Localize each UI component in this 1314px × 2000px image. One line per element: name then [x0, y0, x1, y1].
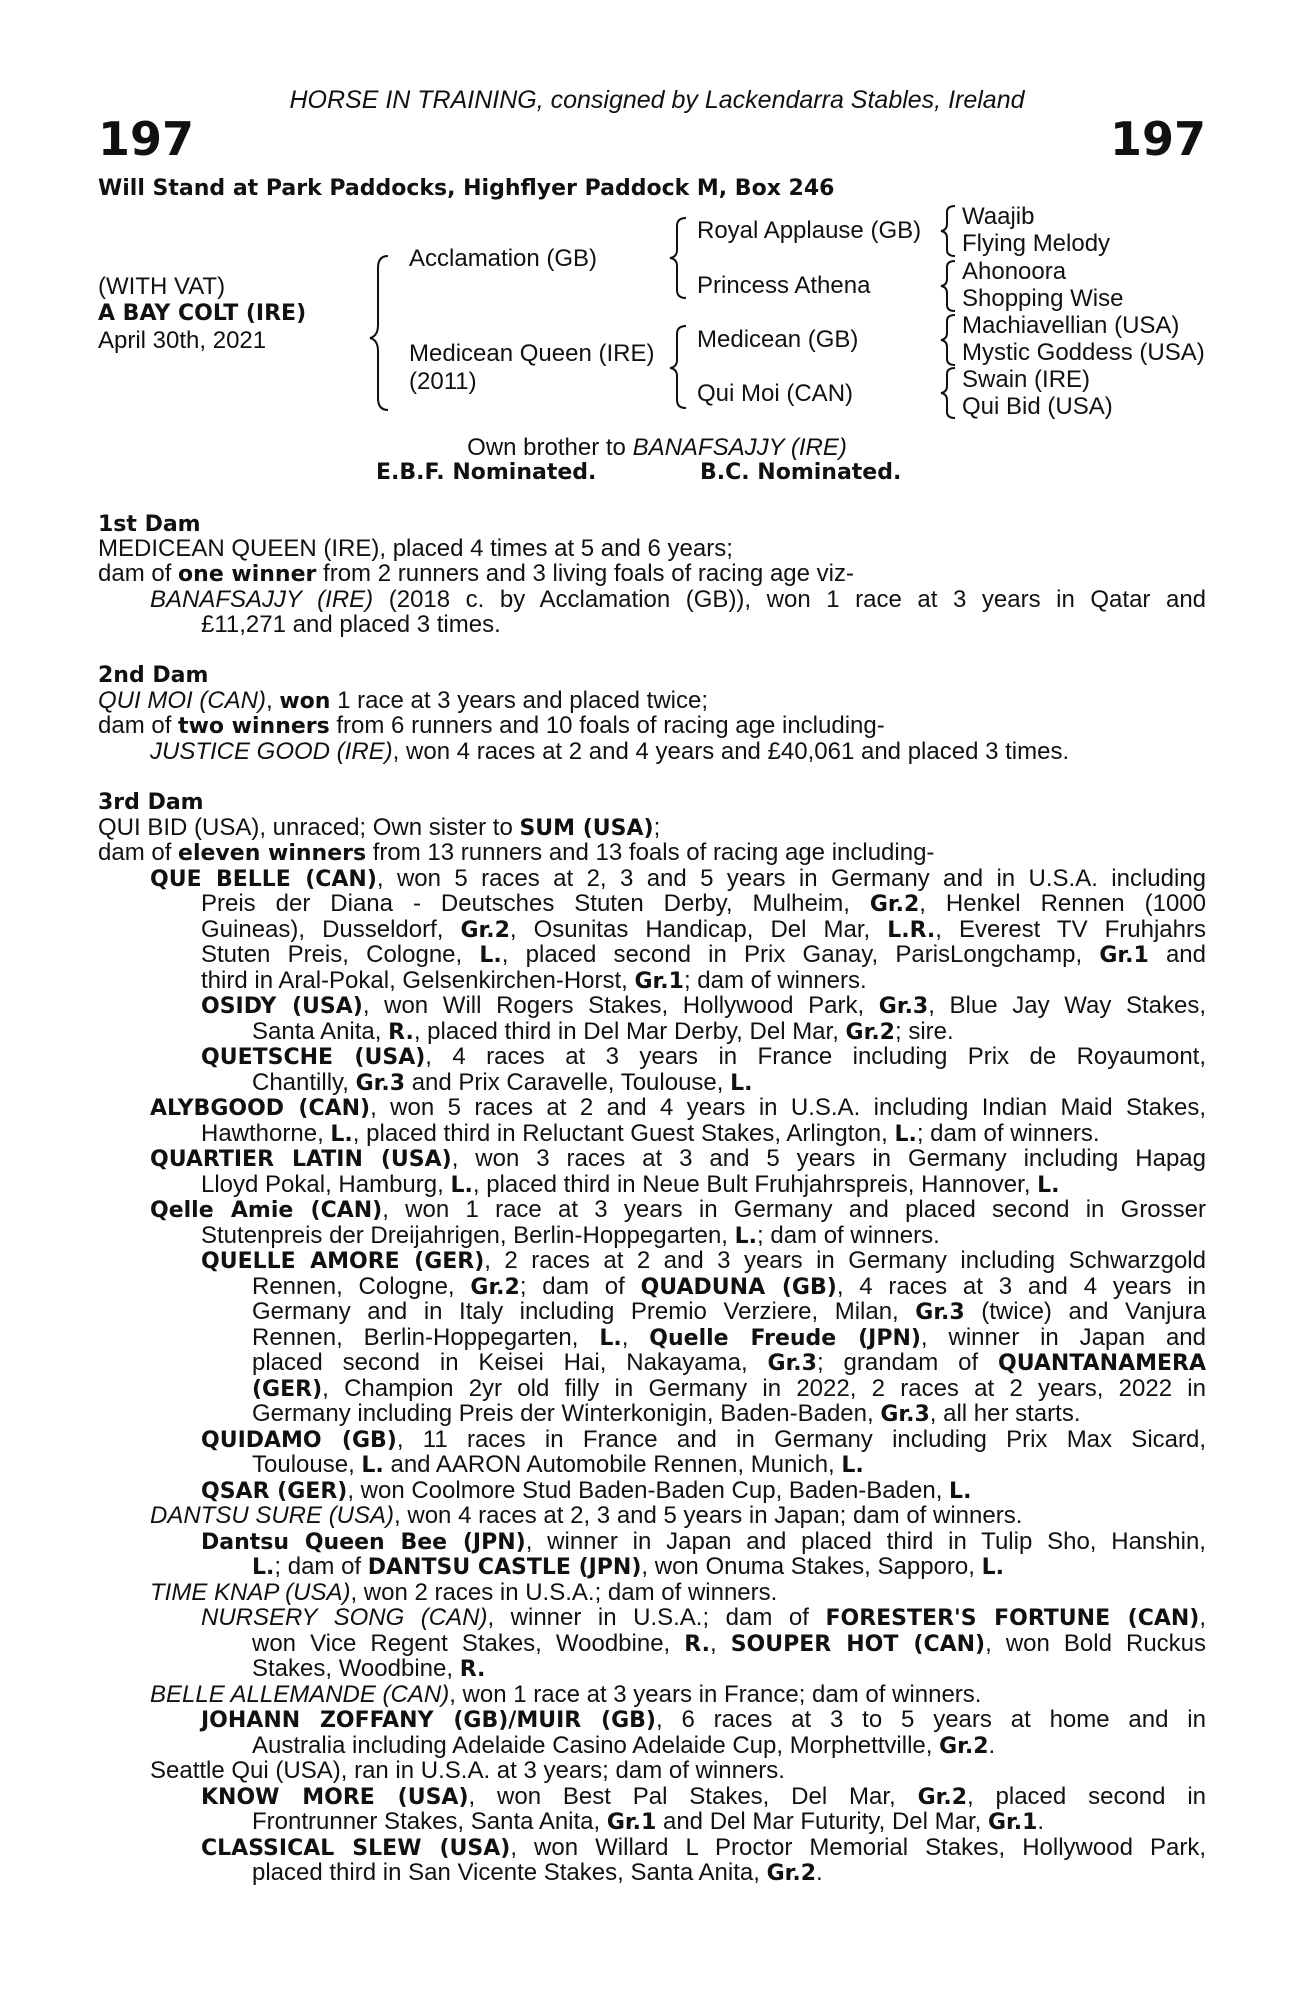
third-dam-line: DANTSU SURE (USA), won 4 races at 2, 3 and 5 years in Japan; dam of winners. — [150, 1502, 1023, 1529]
lot-number-left: 197 — [98, 112, 195, 166]
third-dam-line: TIME KNAP (USA), won 2 races in U.S.A.; dam of winners. — [150, 1579, 778, 1606]
second-dam-line: QUI MOI (CAN), won 1 race at 3 years and placed twice; — [98, 687, 708, 714]
second-dam-heading: 2nd Dam — [98, 663, 209, 688]
third-dam-line: QSAR (GER), won Coolmore Stud Baden-Baden Cup, Baden-Baden, L. — [201, 1477, 972, 1504]
ebf-nominated: E.B.F. Nominated. — [376, 460, 597, 485]
first-dam-line: dam of one winner from 2 runners and 3 living foals of racing age viz- — [98, 560, 854, 587]
pedigree-dam-year: (2011) — [409, 368, 477, 395]
pedigree-ssd: Flying Melody — [962, 230, 1111, 257]
pedigree-dss: Machiavellian (USA) — [962, 312, 1180, 339]
lot-number-right: 197 — [1109, 112, 1206, 166]
pedigree-sdd: Shopping Wise — [962, 285, 1124, 312]
third-dam-line: dam of eleven winners from 13 runners and 13 foals of racing age including- — [98, 839, 935, 866]
third-dam-line: NURSERY SONG (CAN), winner in U.S.A.; dam of FORESTER'S FORTUNE (CAN), — [201, 1604, 1207, 1631]
third-dam-line: Australia including Adelaide Casino Adelaide Cup, Morphettville, Gr.2. — [252, 1732, 996, 1759]
pedigree-sss: Waajib — [962, 203, 1035, 230]
third-dam-line: QUETSCHE (USA), 4 races at 3 years in France including Prix de Royaumont, — [201, 1043, 1206, 1070]
third-dam-line: placed second in Keisei Hai, Nakayama, Gr.3; grandam of QUANTANAMERA — [252, 1349, 1206, 1376]
pedigree-ddd: Qui Bid (USA) — [962, 393, 1113, 420]
pedigree-sire-sire: Royal Applause (GB) — [697, 217, 922, 244]
third-dam-line: OSIDY (USA), won Will Rogers Stakes, Hollywood Park, Gr.3, Blue Jay Way Stakes, — [201, 992, 1207, 1019]
third-dam-line: Dantsu Queen Bee (JPN), winner in Japan and placed third in Tulip Sho, Hanshin, — [201, 1528, 1206, 1555]
first-dam-line: £11,271 and placed 3 times. — [201, 611, 501, 638]
third-dam-line: Germany including Preis der Winterkonigin, Baden-Baden, Gr.3, all her starts. — [252, 1400, 1081, 1427]
third-dam-line: Preis der Diana - Deutsches Stuten Derby, Mulheim, Gr.2, Henkel Rennen (1000 — [201, 890, 1206, 917]
pedigree-dds: Swain (IRE) — [962, 366, 1091, 393]
third-dam-line: Chantilly, Gr.3 and Prix Caravelle, Toulouse, L. — [252, 1069, 753, 1096]
third-dam-line: QUI BID (USA), unraced; Own sister to SUM (USA); — [98, 814, 661, 841]
first-dam-heading: 1st Dam — [98, 512, 201, 537]
third-dam-line: Qelle Amie (CAN), won 1 race at 3 years in Germany and placed second in Grosser — [150, 1196, 1206, 1223]
consignment-line: HORSE IN TRAINING, consigned by Lackendarra Stables, Ireland — [289, 86, 1025, 114]
third-dam-line: placed third in San Vicente Stakes, Santa Anita, Gr.2. — [252, 1859, 823, 1886]
third-dam-line: Lloyd Pokal, Hamburg, L., placed third in Neue Bult Fruhjahrspreis, Hannover, L. — [201, 1171, 1060, 1198]
bc-nominated: B.C. Nominated. — [700, 460, 902, 485]
third-dam-line: Hawthorne, L., placed third in Reluctant Guest Stakes, Arlington, L.; dam of winners. — [201, 1120, 1100, 1147]
third-dam-line: L.; dam of DANTSU CASTLE (JPN), won Onuma Stakes, Sapporo, L. — [252, 1553, 1004, 1580]
third-dam-line: Rennen, Berlin-Hoppegarten, L., Quelle Freude (JPN), winner in Japan and — [252, 1324, 1206, 1351]
third-dam-line: QUIDAMO (GB), 11 races in France and in Germany including Prix Max Sicard, — [201, 1426, 1207, 1453]
second-dam-line: dam of two winners from 6 runners and 10 foals of racing age including- — [98, 712, 885, 739]
location-line: Will Stand at Park Paddocks, Highflyer Paddock M, Box 246 — [98, 176, 835, 201]
third-dam-line: Santa Anita, R., placed third in Del Mar Derby, Del Mar, Gr.2; sire. — [252, 1018, 954, 1045]
own-brother-note: Own brother to BANAFSAJJY (IRE) — [467, 434, 847, 461]
third-dam-line: Toulouse, L. and AARON Automobile Rennen, Munich, L. — [252, 1451, 864, 1478]
foaling-date: April 30th, 2021 — [98, 327, 267, 354]
third-dam-line: Seattle Qui (USA), ran in U.S.A. at 3 years; dam of winners. — [150, 1757, 785, 1784]
horse-name: A BAY COLT (IRE) — [98, 301, 307, 326]
third-dam-line: third in Aral-Pokal, Gelsenkirchen-Horst, Gr.1; dam of winners. — [201, 967, 867, 994]
pedigree-sire: Acclamation (GB) — [409, 245, 598, 272]
third-dam-line: Guineas), Dusseldorf, Gr.2, Osunitas Handicap, Del Mar, L.R., Everest TV Fruhjahrs — [201, 916, 1206, 943]
third-dam-line: ALYBGOOD (CAN), won 5 races at 2 and 4 years in U.S.A. including Indian Maid Stakes, — [150, 1094, 1206, 1121]
third-dam-line: won Vice Regent Stakes, Woodbine, R., SOUPER HOT (CAN), won Bold Ruckus — [252, 1630, 1207, 1657]
third-dam-line: QUELLE AMORE (GER), 2 races at 2 and 3 years in Germany including Schwarzgold — [201, 1247, 1206, 1274]
third-dam-line: Stuten Preis, Cologne, L., placed second in Prix Ganay, ParisLongchamp, Gr.1 and — [201, 941, 1206, 968]
third-dam-line: BELLE ALLEMANDE (CAN), won 1 race at 3 years in France; dam of winners. — [150, 1681, 982, 1708]
pedigree-sire-dam: Princess Athena — [697, 272, 871, 299]
first-dam-line: MEDICEAN QUEEN (IRE), placed 4 times at 5 and 6 years; — [98, 535, 733, 562]
third-dam-line: Frontrunner Stakes, Santa Anita, Gr.1 and Del Mar Futurity, Del Mar, Gr.1. — [252, 1808, 1045, 1835]
second-dam-line: JUSTICE GOOD (IRE), won 4 races at 2 and 4 years and £40,061 and placed 3 times. — [150, 738, 1070, 765]
third-dam-line: QUE BELLE (CAN), won 5 races at 2, 3 and 5 years in Germany and in U.S.A. including — [150, 865, 1207, 892]
third-dam-heading: 3rd Dam — [98, 790, 204, 815]
third-dam-line: Stutenpreis der Dreijahrigen, Berlin-Hoppegarten, L.; dam of winners. — [201, 1222, 940, 1249]
first-dam-line: BANAFSAJJY (IRE) (2018 c. by Acclamation (GB)), won 1 race at 3 years in Qatar and — [150, 586, 1207, 613]
pedigree-dam-sire: Medicean (GB) — [697, 326, 859, 353]
pedigree-sds: Ahonoora — [962, 258, 1067, 285]
third-dam-line: Germany and in Italy including Premio Verziere, Milan, Gr.3 (twice) and Vanjura — [252, 1298, 1207, 1325]
pedigree-dsd: Mystic Goddess (USA) — [962, 339, 1205, 366]
third-dam-line: Rennen, Cologne, Gr.2; dam of QUADUNA (GB), 4 races at 3 and 4 years in — [252, 1273, 1206, 1300]
pedigree-dam: Medicean Queen (IRE) — [409, 340, 655, 367]
third-dam-line: Stakes, Woodbine, R. — [252, 1655, 486, 1682]
pedigree-dam-dam: Qui Moi (CAN) — [697, 380, 854, 407]
third-dam-line: QUARTIER LATIN (USA), won 3 races at 3 and 5 years in Germany including Hapag — [150, 1145, 1206, 1172]
third-dam-line: KNOW MORE (USA), won Best Pal Stakes, Del Mar, Gr.2, placed second in — [201, 1783, 1207, 1810]
vat-label: (WITH VAT) — [98, 273, 226, 300]
third-dam-line: CLASSICAL SLEW (USA), won Willard L Proctor Memorial Stakes, Hollywood Park, — [201, 1834, 1206, 1861]
third-dam-line: (GER), Champion 2yr old filly in Germany in 2022, 2 races at 2 years, 2022 in — [252, 1375, 1206, 1402]
pedigree-brackets — [0, 0, 1314, 440]
third-dam-line: JOHANN ZOFFANY (GB)/MUIR (GB), 6 races at 3 to 5 years at home and in — [201, 1706, 1206, 1733]
